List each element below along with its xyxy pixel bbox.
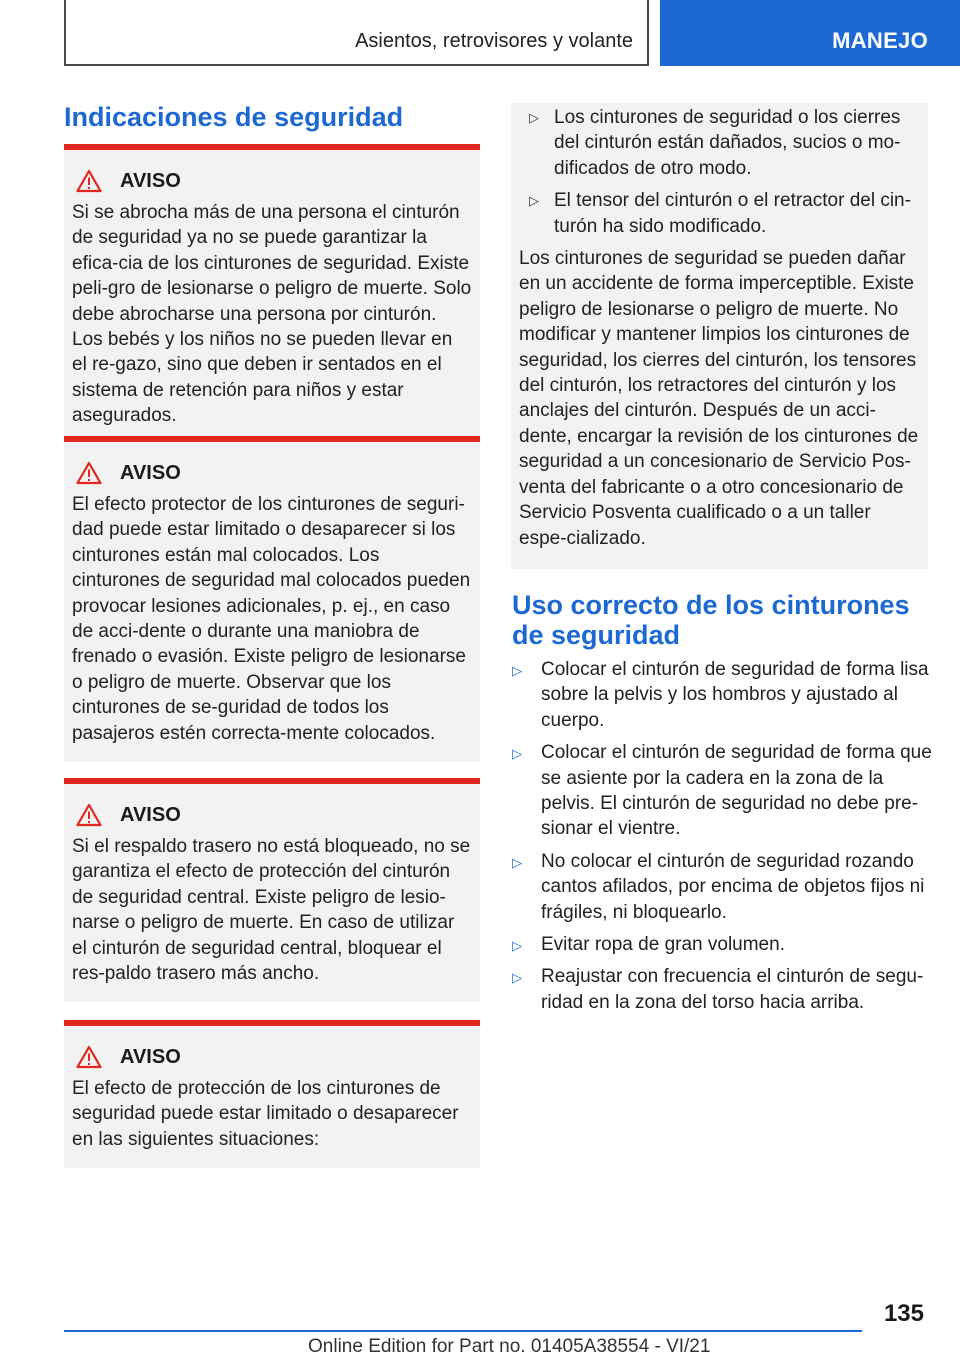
list-item xyxy=(512,932,932,957)
footer-edition: Online Edition for Part no. 01405A38554 - VI/21 xyxy=(308,1336,711,1357)
triangle-right-icon: ▷ xyxy=(529,193,539,209)
warning-label: AVISO xyxy=(120,803,181,826)
warning-text: El efecto protector de los cinturones de seguri‐dad puede estar limitado o desaparecer si los cinturones están mal colocados. Los cinturones de seguridad mal colocados pueden provocar lesiones adicionales, p. ej., en caso de acci‐dente o durante una maniobra de frenado o evasión. Existe peligro de lesionarse o peligro de muerte. Observar que los cinturones de se‐guridad de todos los pasajeros estén correcta‐mente colocados. xyxy=(72,494,471,744)
footer-divider xyxy=(64,1330,862,1332)
list-item xyxy=(519,188,920,239)
warning-label: AVISO xyxy=(120,1045,181,1068)
header-section-title: Asientos, retrovisores y volante xyxy=(355,30,633,52)
page-number: 135 xyxy=(883,1300,924,1327)
list-item xyxy=(519,105,920,181)
triangle-right-icon: ▷ xyxy=(512,854,522,870)
warning-text: Si el respaldo trasero no está bloqueado, no se garantiza el efecto de protección del cinturón de seguridad central. Existe peligro de lesio‐narse o peligro de muerte. En caso de utilizar el cinturón de seguridad central, bloquear el res‐paldo trasero más ancho. xyxy=(72,836,471,985)
triangle-right-icon: ▷ xyxy=(512,970,522,986)
triangle-right-icon: ▷ xyxy=(512,938,522,954)
instruction-list xyxy=(512,657,932,1022)
header-section-tab xyxy=(64,0,649,66)
warning-box xyxy=(64,778,480,1002)
warning-situation-list xyxy=(519,105,920,239)
warning-triangle-icon xyxy=(76,169,102,193)
list-item xyxy=(512,657,932,733)
warning-text: El efecto de protección de los cinturones de seguridad puede estar limitado o desaparecer en las siguientes situaciones: xyxy=(72,1078,459,1150)
warning-box xyxy=(64,436,480,762)
list-item-text: Colocar el cinturón de seguridad de forma lisa sobre la pelvis y los hombros y ajustado al cuerpo. xyxy=(541,659,929,731)
list-item xyxy=(512,849,932,925)
section-title: Uso correcto de los cinturones de seguridad xyxy=(512,590,910,650)
list-item xyxy=(512,964,932,1015)
triangle-right-icon: ▷ xyxy=(512,663,522,678)
warning-triangle-icon xyxy=(76,1045,102,1069)
page-title: Indicaciones de seguridad xyxy=(64,102,404,132)
triangle-right-icon: ▷ xyxy=(529,110,539,125)
warning-header xyxy=(72,802,472,828)
header-chapter-title: MANEJO xyxy=(832,28,928,53)
warning-header xyxy=(72,1044,472,1070)
warning-label: AVISO xyxy=(120,461,181,484)
warning-box-continued xyxy=(511,103,928,569)
header-chapter-tab xyxy=(660,0,960,66)
warning-triangle-icon xyxy=(76,461,102,485)
warning-text: Los cinturones de seguridad se pueden dañar en un accidente de forma imperceptible. Existe peligro de lesionarse o peligro de muerte. No modificar y mantener limpios los cinturones de seguridad, los cierres del cinturón, los tensores del cinturón, los retractores del cinturón y los anclajes del cinturón. Después de un acci‐dente, encargar la revisión de los cinturones de seguridad a un concesionario de Servicio Pos‐venta del fabricante o a otro concesionario de Servicio Posventa cualificado o a un taller espe‐cializado. xyxy=(519,248,919,549)
list-item-text: Colocar el cinturón de seguridad de forma que se asiente por la cadera en la zona de la pelvis. El cinturón de seguridad no debe pre‐sionar el vientre. xyxy=(541,742,932,840)
list-item-text: No colocar el cinturón de seguridad rozando cantos afilados, por encima de objetos fijos ni frágiles, ni bloquearlo. xyxy=(541,850,925,923)
warning-box xyxy=(64,1020,480,1168)
warning-header xyxy=(72,460,472,486)
list-item xyxy=(512,740,932,842)
warning-label: AVISO xyxy=(120,169,181,192)
warning-header xyxy=(72,168,472,194)
list-item-text: El tensor del cinturón o el retractor del cin‐turón ha sido modificado. xyxy=(554,190,911,237)
triangle-right-icon: ▷ xyxy=(512,746,522,762)
warning-box xyxy=(64,144,480,445)
list-item-text: Los cinturones de seguridad o los cierres del cinturón están dañados, sucios o mo‐dificados de otro modo. xyxy=(554,107,901,179)
list-item-text: Reajustar con frecuencia el cinturón de segu‐ridad en la zona del torso hacia arriba. xyxy=(541,966,924,1013)
warning-text: Si se abrocha más de una persona el cinturón de seguridad ya no se puede garantizar la efica‐cia de los cinturones de seguridad. Existe peli‐gro de lesionarse o peligro de muerte. Solo debe abrocharse una persona por cinturón. Los bebés y los niños no se pueden llevar en el re‐gazo, sino que deben ir sentados en el sistema de retención para niños y estar asegurados. xyxy=(72,202,472,427)
warning-triangle-icon xyxy=(76,803,102,827)
list-item-text: Evitar ropa de gran volumen. xyxy=(541,934,785,956)
